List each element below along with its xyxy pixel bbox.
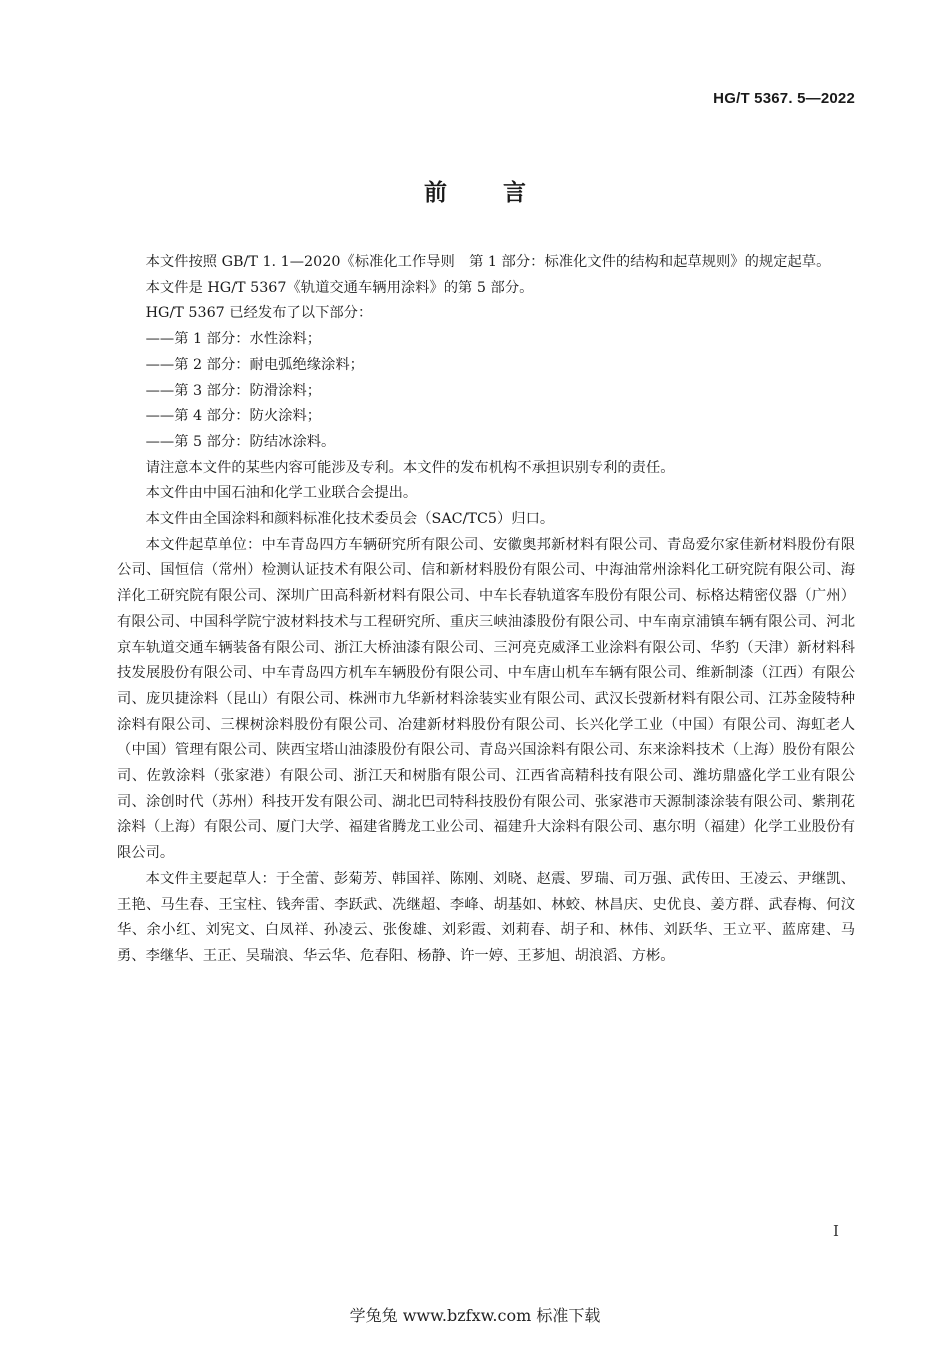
paragraph-drafting-rules: 本文件按照 GB/T 1. 1—2020《标准化工作导则 第 1 部分：标准化文件的结构和起草规则》的规定起草。 (145, 254, 831, 270)
list-item-part-3: ——第 3 部分：防滑涂料； (145, 382, 322, 399)
list-item-part-4: ——第 4 部分：防火涂料； (145, 408, 322, 425)
paragraph-patent-notice: 请注意本文件的某些内容可能涉及专利。本文件的发布机构不承担识别专利的责任。 (145, 459, 675, 476)
page-title: 前言 (424, 180, 582, 206)
paragraph-drafting-units: 本文件起草单位：中车青岛四方车辆研究所有限公司、安徽奥邦新材料有限公司、青岛爱尔家佳新材料股份有限公司、国恒信（常州）检测认证技术有限公司、信和新材料股份有限公司、中海油常州涂料化工研究院有限公司、海洋化工研究院有限公司、深圳广田高科新材料有限公司、中车长春轨道客车股份有限公司、标格达精密仪器（广州）有限公司、中国科学院宁波材料技术与工程研究所、重庆三峡油漆股份有限公司、中车南京浦镇车辆有限公司、河北京车轨道交通车辆装备有限公司、浙江大桥油漆有限公司、三河亮克威泽工业涂料有限公司、华豹（天津）新材料科技发展股份有限公司、中车青岛四方机车车辆股份有限公司、中车唐山机车车辆有限公司、维新制漆（江西）有限公司、庞贝捷涂料（昆山）有限公司、株洲市九华新材料涂装实业有限公司、武汉长弢新材料有限公司、江苏金陵特种涂料有限公司、三棵树涂料股份有限公司、冶建新材料股份有限公司、长兴化学工业（中国）有限公司、海虹老人（中国）管理有限公司、陕西宝塔山油漆股份有限公司、青岛兴国涂料有限公司、东来涂料技术（上海）股份有限公司、佐敦涂料（张家港）有限公司、浙江天和树脂有限公司、江西省高精科技有限公司、潍坊鼎盛化学工业有限公司、涂创时代（苏州）科技开发有限公司、湖北巴司特科技股份有限公司、张家港市天源制漆涂装有限公司、紫荆花涂料（上海）有限公司、厦门大学、福建省腾龙工业公司、福建升大涂料有限公司、惠尔明（福建）化学工业股份有限公司。 (117, 536, 855, 862)
list-item-part-5: ——第 5 部分：防结冰涂料。 (145, 433, 336, 450)
document-body (117, 250, 855, 970)
list-item-part-1: ——第 1 部分：水性涂料； (145, 331, 322, 348)
standard-number: HG/T 5367. 5—2022 (713, 90, 855, 107)
paragraph-series-part: 本文件是 HG/T 5367《轨道交通车辆用涂料》的第 5 部分。 (145, 279, 534, 296)
page-number: I (833, 1222, 839, 1240)
list-item-part-2: ——第 2 部分：耐电弧绝缘涂料； (145, 356, 364, 373)
paragraph-published-parts: HG/T 5367 已经发布了以下部分： (145, 305, 373, 322)
paragraph-drafters: 本文件主要起草人：于全蕾、彭菊芳、韩国祥、陈刚、刘晓、赵震、罗瑞、司万强、武传田、王凌云、尹继凯、王艳、马生春、王宝柱、钱奔雷、李跃武、冼继超、李峰、胡基如、林蛟、林昌庆、史优良、姜方群、武春梅、何汶华、余小红、刘宪文、白凤祥、孙凌云、张俊雄、刘彩霞、刘莉春、胡子和、林伟、刘跃华、王立平、蓝席建、马勇、李继华、王正、吴瑞浪、华云华、危春阳、杨静、许一婷、王芗旭、胡浪滔、方彬。 (117, 870, 855, 964)
footer-watermark: 学兔兔 www.bzfxw.com 标准下载 (349, 1306, 601, 1325)
paragraph-administered-by: 本文件由全国涂料和颜料标准化技术委员会（SAC/TC5）归口。 (145, 511, 555, 528)
paragraph-proposed-by: 本文件由中国石油和化学工业联合会提出。 (145, 485, 418, 502)
